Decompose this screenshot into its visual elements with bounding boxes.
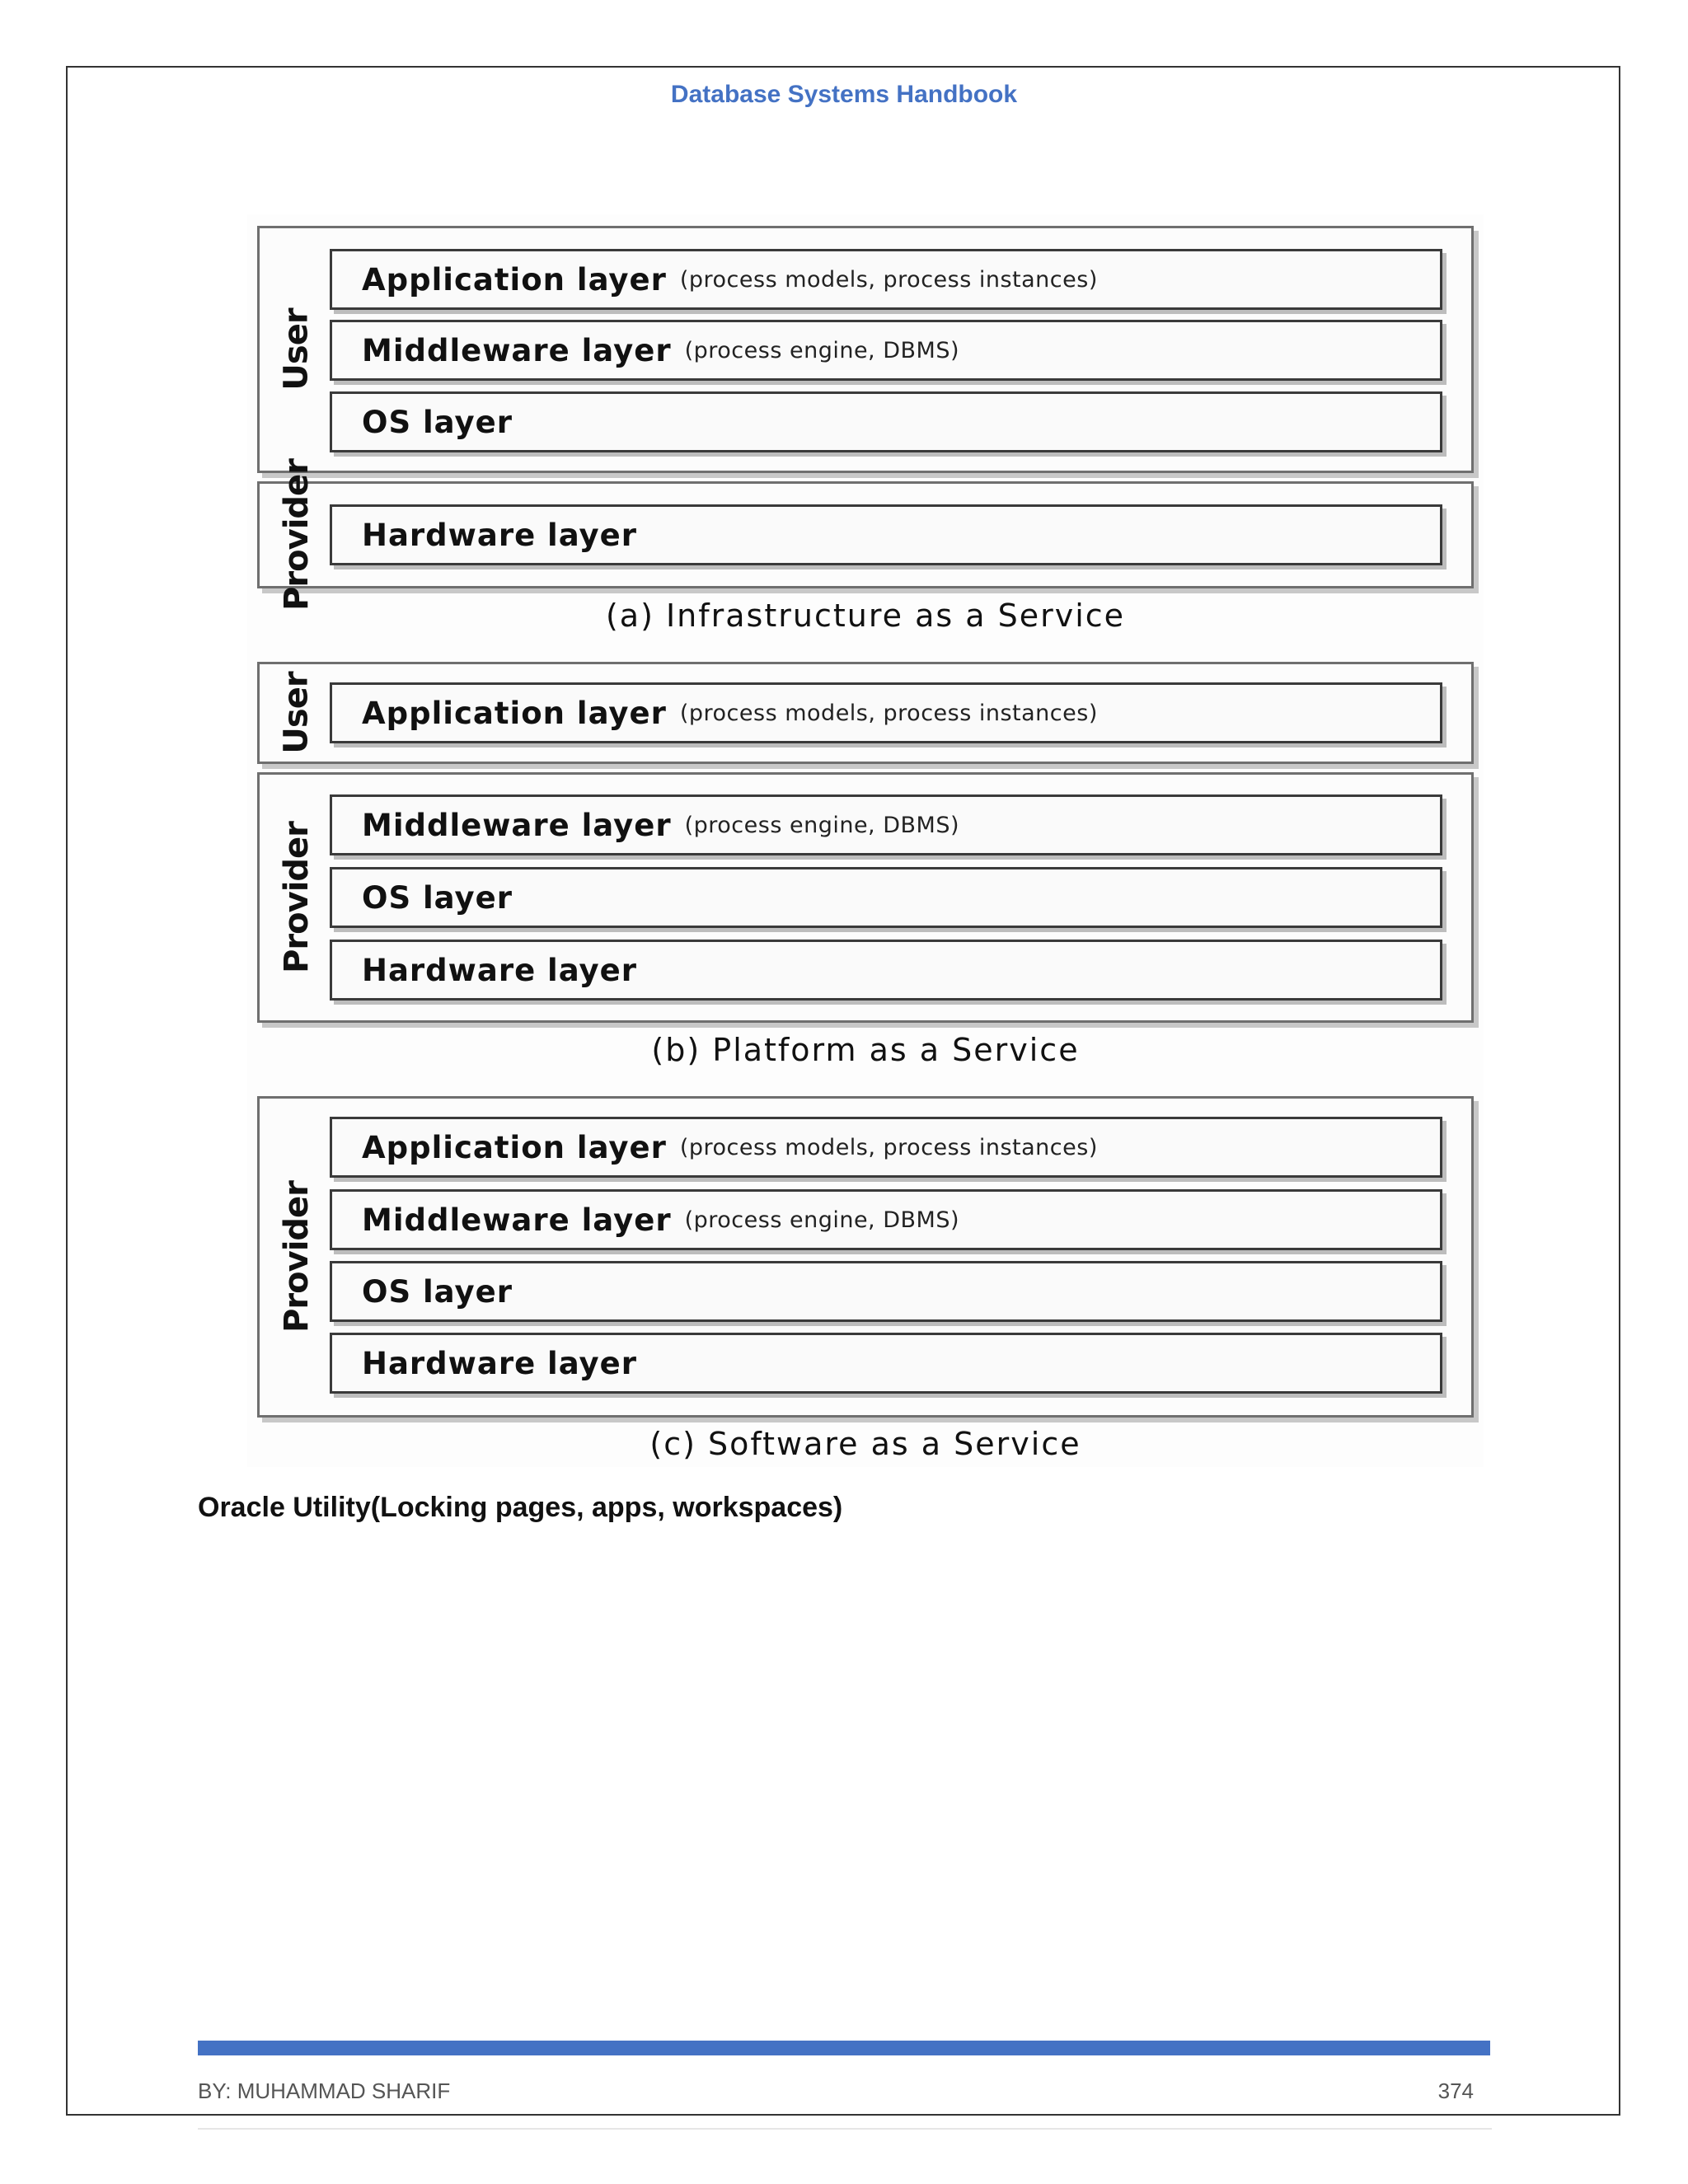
- group-label: Provider: [278, 459, 316, 611]
- section-heading: Oracle Utility(Locking pages, apps, workspaces): [198, 1492, 843, 1523]
- layer-note: (process models, process instances): [679, 1134, 1098, 1160]
- group-label: Provider: [278, 1181, 316, 1333]
- layer-name: Hardware layer: [362, 1345, 638, 1381]
- layer-note: (process models, process instances): [679, 266, 1098, 293]
- iaas-hardware-layer: [330, 504, 1442, 565]
- iaas-os-layer: [330, 391, 1442, 452]
- paas-os-layer: [330, 867, 1442, 928]
- document-header-title: Database Systems Handbook: [670, 81, 1018, 108]
- page-number: 374: [1437, 2079, 1474, 2103]
- saas-middleware-layer: [330, 1189, 1442, 1250]
- diagram-caption-paas: (b) Platform as a Service: [651, 1032, 1080, 1068]
- layer-name: Hardware layer: [362, 952, 638, 988]
- group-label: User: [278, 308, 316, 391]
- paas-middleware-layer: [330, 794, 1442, 855]
- layer-name: OS layer: [362, 1273, 513, 1310]
- footer-author: BY: MUHAMMAD SHARIF: [198, 2079, 451, 2103]
- layer-name: OS layer: [362, 404, 513, 440]
- diagram-caption-saas: (c) Software as a Service: [649, 1426, 1081, 1462]
- layer-name: OS layer: [362, 879, 513, 916]
- footer-rule: [198, 2041, 1490, 2055]
- group-label: Provider: [278, 822, 316, 973]
- iaas-middleware-layer: [330, 320, 1442, 381]
- layer-name: Application layer: [362, 261, 667, 298]
- bottom-divider: [198, 2128, 1492, 2130]
- layer-name: Hardware layer: [362, 517, 638, 553]
- iaas-application-layer: [330, 249, 1442, 310]
- diagram-caption-iaas: (a) Infrastructure as a Service: [605, 598, 1126, 634]
- paas-hardware-layer: [330, 940, 1442, 1001]
- saas-hardware-layer: [330, 1333, 1442, 1394]
- layer-note: (process models, process instances): [679, 700, 1098, 726]
- saas-application-layer: [330, 1117, 1442, 1178]
- layer-name: Middleware layer: [362, 807, 672, 843]
- paas-application-layer: [330, 682, 1442, 743]
- layer-note: (process engine, DBMS): [684, 812, 959, 838]
- group-label: User: [278, 672, 316, 754]
- layer-note: (process engine, DBMS): [684, 1207, 959, 1233]
- layer-note: (process engine, DBMS): [684, 337, 959, 363]
- layer-name: Application layer: [362, 1129, 667, 1165]
- layer-name: Application layer: [362, 695, 667, 731]
- saas-os-layer: [330, 1261, 1442, 1322]
- layer-name: Middleware layer: [362, 1202, 672, 1238]
- layer-name: Middleware layer: [362, 332, 672, 368]
